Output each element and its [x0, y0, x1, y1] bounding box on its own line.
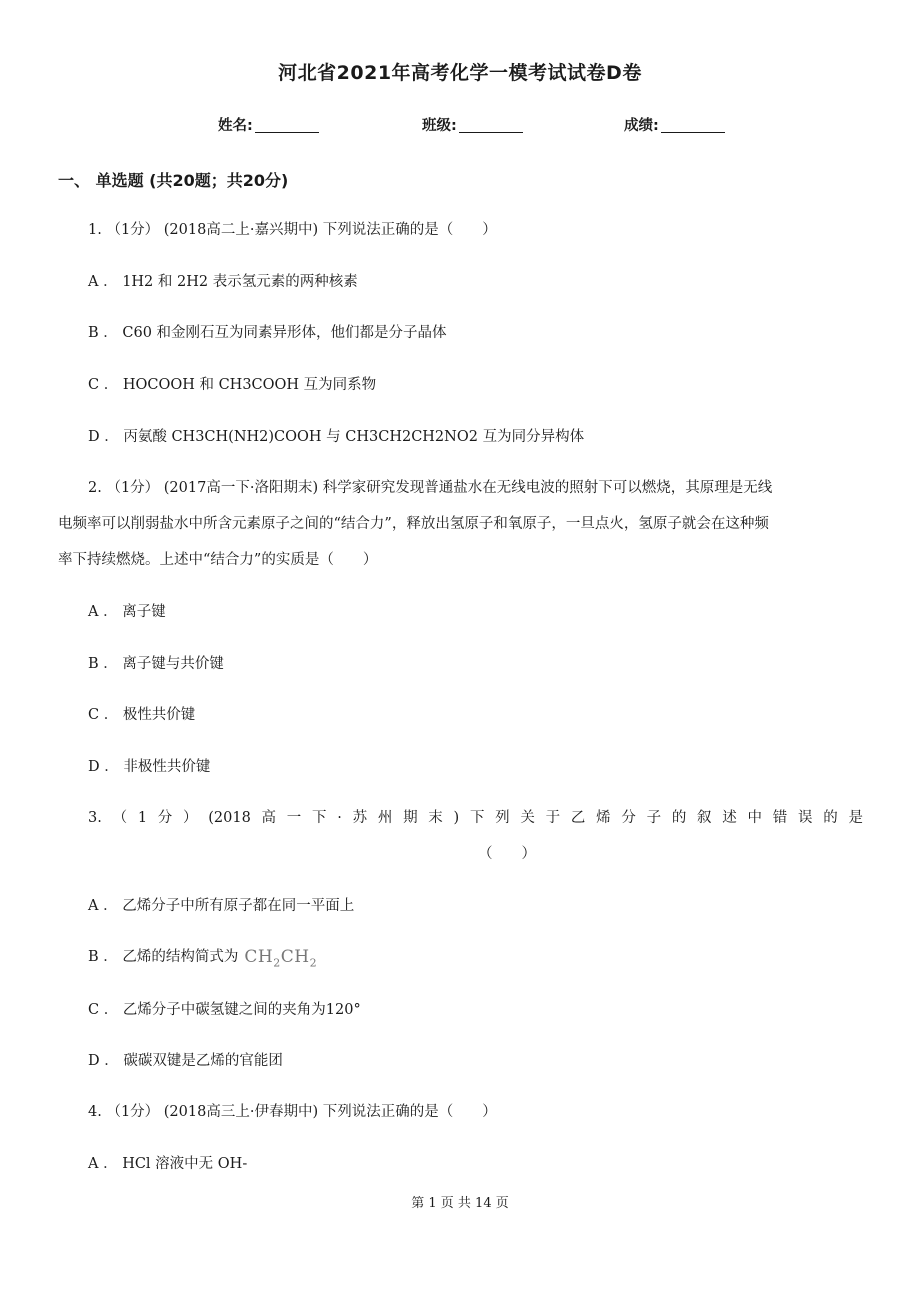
question-3-stem-token: 误	[797, 810, 813, 826]
question-3-option-c: C ． 乙烯分子中碳氢键之间的夹角为120°	[88, 1002, 361, 1018]
question-3-stem-token: 下	[312, 810, 327, 826]
score-blank	[661, 116, 725, 133]
question-3-stem-token: 的	[823, 810, 838, 826]
question-3-stem-token: ·	[337, 810, 342, 826]
class-label: 班级:	[422, 118, 457, 134]
name-blank	[255, 116, 319, 133]
class-field	[422, 114, 523, 135]
question-3-stem-token: 苏	[352, 810, 368, 826]
class-blank	[459, 116, 523, 133]
question-3-stem-token: 3.	[88, 810, 102, 826]
section-heading: 一、 单选题 (共20题；共20分)	[58, 171, 289, 190]
question-1-option-a: A ． 1H2 和 2H2 表示氢元素的两种核素	[88, 274, 358, 290]
question-3-stem-token: （	[112, 810, 128, 826]
question-3-option-d: D ． 碳碳双键是乙烯的官能团	[88, 1053, 283, 1069]
question-3-stem-token: 列	[495, 810, 510, 826]
question-3-option-b	[88, 947, 317, 973]
question-2-stem-line-1: 2. （1分） (2017高一下·洛阳期末) 科学家研究发现普通盐水在无线电波的照射下可以燃烧，其原理是无线	[88, 480, 773, 496]
question-3-stem-token: 一	[286, 810, 302, 826]
question-3-stem-token: 乙	[570, 810, 586, 826]
question-3-stem-token: 中	[747, 810, 763, 826]
question-3-stem-token: 述	[722, 810, 737, 826]
question-3-stem-token: 于	[545, 810, 561, 826]
question-3-stem-token: )	[453, 810, 460, 826]
question-3-stem-tail: （ ）	[478, 846, 536, 862]
exam-title: 河北省2021年高考化学一模考试试卷D卷	[278, 62, 642, 84]
question-3-option-b-text: B ． 乙烯的结构简式为	[88, 949, 239, 965]
question-2-option-d: D ． 非极性共价键	[88, 759, 211, 775]
question-3-stem-token: 的	[671, 810, 687, 826]
question-2-option-a: A ． 离子键	[88, 604, 166, 620]
question-3-stem-token: 烯	[596, 810, 611, 826]
question-3-stem-token: 错	[772, 810, 788, 826]
question-2-option-c: C ． 极性共价键	[88, 707, 196, 723]
question-1-stem: 1. （1分） (2018高二上·嘉兴期中) 下列说法正确的是（ ）	[88, 222, 497, 238]
question-4-stem: 4. （1分） (2018高三上·伊春期中) 下列说法正确的是（ ）	[88, 1104, 497, 1120]
question-1-option-c: C ． HOCOOH 和 CH3COOH 互为同系物	[88, 377, 377, 393]
question-3-stem-token: ）	[183, 810, 198, 826]
page-footer: 第 1 页 共 14 页	[411, 1196, 509, 1211]
question-3-stem-token: 分	[157, 810, 173, 826]
question-3-stem-token: 分	[621, 810, 636, 826]
question-3-option-a: A ． 乙烯分子中所有原子都在同一平面上	[88, 898, 355, 914]
question-2-stem-line-2: 电频率可以削弱盐水中所含元素原子之间的“结合力”，释放出氢原子和氧原子，一旦点火，氢原子就会在这种频	[58, 516, 769, 532]
score-label: 成绩:	[624, 118, 659, 134]
question-3-stem-token: 高	[261, 810, 277, 826]
question-2-option-b: B ． 离子键与共价键	[88, 656, 224, 672]
question-3-stem-token: 州	[377, 810, 393, 826]
question-3-stem-token: (2018	[208, 810, 251, 826]
question-3-stem-token: 1	[137, 810, 148, 826]
name-label: 姓名:	[218, 118, 253, 134]
question-3-stem-line-1	[88, 808, 863, 828]
ethylene-formula-image: $CH_2CH_2$	[244, 947, 318, 970]
student-info-row	[0, 114, 920, 138]
name-field	[218, 114, 319, 135]
question-4-option-a: A ． HCl 溶液中无 OH-	[88, 1156, 248, 1172]
question-3-stem-token: 末	[428, 810, 443, 826]
question-3-stem-token: 下	[469, 810, 485, 826]
question-2-stem-line-3: 率下持续燃烧。上述中“结合力”的实质是（ ）	[58, 552, 378, 568]
question-3-stem-token: 叙	[697, 810, 712, 826]
question-1-option-b: B ． C60 和金刚石互为同素异形体，他们都是分子晶体	[88, 325, 447, 341]
question-1-option-d: D ． 丙氨酸 CH3CH(NH2)COOH 与 CH3CH2CH2NO2 互为同分异构体	[88, 429, 585, 445]
question-3-stem-token: 关	[520, 810, 535, 826]
question-3-stem-token: 期	[403, 810, 418, 826]
score-field	[624, 114, 725, 135]
question-3-stem-token: 是	[848, 810, 863, 826]
question-3-stem-token: 子	[646, 810, 662, 826]
